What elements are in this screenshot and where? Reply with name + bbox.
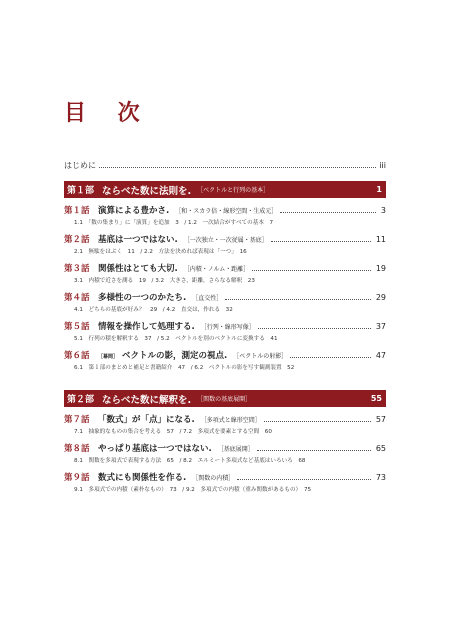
- part-page: 1: [376, 185, 382, 194]
- chapter-title: やっぱり基底は一つではない.: [98, 444, 212, 454]
- chapter-number: 第３話: [64, 264, 90, 274]
- section-list: 8.1 関数を多項式で表現する方法 65 / 8.2 エルミート多項式など基底はいろいろ 68: [74, 458, 306, 464]
- chapter-entry[interactable]: [64, 262, 386, 287]
- chapter-page: 37: [375, 322, 386, 331]
- dot-leader: [257, 450, 371, 451]
- chapter-title: 基底は一つではない.: [98, 235, 178, 245]
- intro-page: iii: [379, 161, 386, 170]
- chapter-page: 29: [375, 293, 386, 302]
- chapter-tag: ［基底展開］: [217, 446, 254, 453]
- chapter-entry[interactable]: [64, 291, 386, 316]
- chapter-number: 第８話: [64, 444, 90, 454]
- chapter-entry[interactable]: [64, 442, 386, 467]
- chapter-entry[interactable]: [64, 413, 386, 438]
- chapter-title: 数式にも関係性を作る.: [98, 473, 187, 483]
- chapter-tag: ［多項式と線形空間］: [200, 417, 261, 424]
- chapter-page: 47: [375, 351, 386, 360]
- section-list: 6.1 第１部のまとめと補足と書籍紹介 47 / 6.2 ベクトルの影を写す観測装置 52: [74, 365, 295, 371]
- part-number: 第２部: [67, 395, 95, 405]
- part-page: 55: [370, 394, 382, 403]
- dot-leader: [280, 212, 376, 213]
- part-tag: ［関数の基底展開］: [197, 396, 252, 403]
- section-list: 1.1 「数の集まり」に「演算」を追加 3 / 1.2 一次結合がすべての基本 7: [74, 220, 274, 226]
- dot-leader: [271, 241, 371, 242]
- chapter-tag: ［直交性］: [192, 295, 223, 302]
- part-title: ならべた数に法則を.: [102, 185, 192, 197]
- chapter-tag: ［関数の内積］: [192, 475, 235, 482]
- section-list: 4.1 どちらの基底が好み？ 29 / 4.2 直交は，作れる 32: [74, 307, 233, 313]
- page-title: 目 次: [64, 101, 152, 126]
- chapter-page: 19: [375, 264, 386, 273]
- dot-leader: [225, 299, 371, 300]
- chapter-tag: ［一次独立・一次従属・基底］: [183, 237, 268, 244]
- chapter-entry[interactable]: [64, 233, 386, 258]
- part-header-1[interactable]: [64, 181, 386, 198]
- dot-leader: [264, 421, 371, 422]
- chapter-number: 第９話: [64, 473, 90, 483]
- part-tag: ［ベクトルと行列の基本］: [197, 187, 270, 194]
- chapter-title: 「数式」が「点」になる.: [98, 415, 195, 425]
- chapter-tag: ［内積・ノルム・距離］: [183, 266, 250, 273]
- chapter-tag: ［ベクトルの射影］: [233, 353, 288, 360]
- part-title: ならべた数に解釈を.: [102, 394, 192, 406]
- chapter-title: ベクトルの影，測定の視点.: [122, 351, 228, 361]
- chapter-tag: ［和・スカラ倍・線形空間・生成元］: [175, 208, 278, 215]
- dot-leader: [237, 479, 371, 480]
- chapter-prefix: ［幕間］: [98, 354, 119, 360]
- part-header-2[interactable]: [64, 390, 386, 407]
- chapter-page: 11: [375, 235, 386, 244]
- dot-leader: [252, 270, 371, 271]
- section-list: 9.1 多項式での内積（素朴なもの） 73 / 9.2 多項式での内積（重み関数があるもの） 75: [74, 487, 312, 493]
- chapter-page: 65: [375, 444, 386, 453]
- dot-leader: [99, 167, 376, 168]
- chapter-page: 57: [375, 415, 386, 424]
- dot-leader: [258, 328, 371, 329]
- intro-label: はじめに: [64, 161, 96, 170]
- table-of-contents: [64, 160, 386, 500]
- chapter-entry[interactable]: [64, 320, 386, 345]
- chapter-number: 第１話: [64, 206, 90, 216]
- dot-leader: [290, 357, 371, 358]
- chapter-entry[interactable]: [64, 471, 386, 496]
- chapter-number: 第２話: [64, 235, 90, 245]
- chapter-page: 73: [375, 473, 386, 482]
- chapter-number: 第６話: [64, 351, 90, 361]
- section-list: 2.1 無駄をはぶく 11 / 2.2 方法を決めれば表現は「一つ」 16: [74, 249, 247, 255]
- chapter-title: 多様性の一つのかたち.: [98, 293, 187, 303]
- chapter-number: 第４話: [64, 293, 90, 303]
- chapter-title: 関係性はとても大切.: [98, 264, 178, 274]
- chapter-title: 演算による豊かさ.: [98, 206, 170, 216]
- chapter-title: 情報を操作して処理する.: [98, 322, 195, 332]
- chapter-page: 3: [380, 206, 386, 215]
- chapter-entry[interactable]: [64, 349, 386, 374]
- toc-intro-entry[interactable]: [64, 160, 386, 171]
- section-list: 3.1 内積で近さを測る 19 / 3.2 大きさ，距離，さらなる解釈 23: [74, 278, 255, 284]
- section-list: 7.1 抽象的なものの集合を考える 57 / 7.2 多項式を要素とする空間 60: [74, 429, 272, 435]
- chapter-number: 第７話: [64, 415, 90, 425]
- chapter-tag: ［行列・線形写像］: [200, 324, 255, 331]
- chapter-number: 第５話: [64, 322, 90, 332]
- section-list: 5.1 行列の積を解釈する 37 / 5.2 ベクトルを別のベクトルに変換する 41: [74, 336, 278, 342]
- chapter-entry[interactable]: [64, 204, 386, 229]
- part-number: 第１部: [67, 186, 95, 196]
